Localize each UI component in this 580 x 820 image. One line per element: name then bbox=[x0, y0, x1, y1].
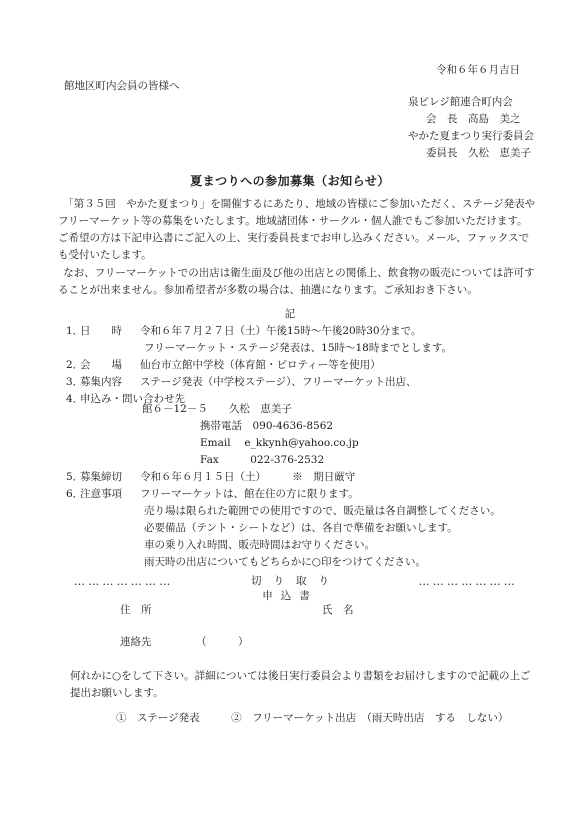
sender-committee-chair: 委員長 久松 恵美子 bbox=[426, 147, 531, 159]
sender-org: 泉ビレジ館連合町内会 bbox=[408, 96, 513, 108]
address-label: 住 所 bbox=[120, 604, 152, 616]
intro-text bbox=[58, 196, 536, 299]
item-label: 注意事項 bbox=[80, 488, 122, 500]
intro-paragraph-1: 「第３５回 やかた夏まつり」を開催するにあたり、地域の皆様にご参加いただく、ステージ発表やフリーマーケット等の募集をいたします。地域諸団体・サークル・個人誰でもご参加いただけます。ご希望の方は下記申込書にご記入の上、実行委員長までお申し込みください。メール、ファックスでも受付いたします。 bbox=[58, 198, 536, 261]
recipient: 館地区町内会員の皆様へ bbox=[64, 80, 180, 92]
item-label: 募集締切 bbox=[80, 471, 122, 483]
item-label: 会 場 bbox=[80, 359, 122, 371]
item-number: 1． bbox=[66, 325, 84, 337]
sender-block bbox=[408, 96, 534, 164]
list-item bbox=[66, 556, 546, 573]
intro-paragraph-2: なお、フリーマーケットでの出店は衛生面及び他の出店との関係上、飲食物の販売については許可することが出来ません。参加希望者が多数の場合は、抽選になります。ご承知おき下さい。 bbox=[58, 267, 535, 296]
document-title: 夏まつりへの参加募集（お知らせ） bbox=[190, 174, 390, 188]
cut-dots-left: ………………… bbox=[74, 575, 174, 588]
form-note bbox=[70, 668, 540, 702]
list-item bbox=[66, 359, 546, 376]
contact-phone: 携帯電話 090-4636-8562 bbox=[200, 420, 334, 432]
form-heading: 申込書 bbox=[262, 590, 318, 602]
ki-heading: 記 bbox=[284, 308, 296, 320]
item-label: 申込み・問い合わせ先 bbox=[80, 393, 185, 405]
list-item bbox=[66, 505, 546, 522]
cut-label: 切り取り bbox=[251, 575, 341, 588]
item-value: 仙台市立館中学校（体育館・ピロティー等を使用） bbox=[140, 359, 381, 371]
list-item bbox=[66, 522, 546, 539]
item-value: 雨天時の出店についてもどちらかに○印をつけてください。 bbox=[144, 556, 426, 568]
list-item bbox=[66, 342, 546, 359]
cut-line bbox=[74, 575, 518, 589]
contact-fax: Fax 022-376-2532 bbox=[200, 454, 325, 466]
item-value: 車の乗り入れ時間、販売時間はお守りください。 bbox=[144, 539, 375, 551]
item-value: 必要備品（テント・シートなど）は、各自で準備をお願いします。 bbox=[144, 522, 458, 534]
list-item bbox=[66, 539, 546, 556]
item-value: フリーマーケットは、館在住の方に限ります。 bbox=[140, 488, 359, 500]
details-list-2 bbox=[66, 471, 546, 573]
list-item bbox=[66, 488, 546, 505]
list-item bbox=[66, 471, 546, 488]
name-label: 氏 名 bbox=[322, 604, 354, 616]
sender-committee: やかた夏まつり実行委員会 bbox=[408, 130, 534, 142]
item-number: 3． bbox=[66, 376, 84, 388]
item-label: 日 時 bbox=[80, 325, 122, 337]
item-label: 募集内容 bbox=[80, 376, 122, 388]
item-number: 2． bbox=[66, 359, 84, 371]
sender-chair: 会 長 高島 美之 bbox=[426, 113, 521, 125]
contact-address: 館６－12－５ 久松 恵美子 bbox=[142, 403, 292, 415]
item-number: 5． bbox=[66, 471, 84, 483]
choice-options: ① ステージ発表 ② フリーマーケット出店 （雨天時出店 する しない） bbox=[116, 712, 509, 724]
item-value: ステージ発表（中学校ステージ）、フリーマーケット出店、 bbox=[140, 376, 417, 388]
item-value: 令和６年７月２７日（土）午後15時～午後20時30分まで。 bbox=[140, 325, 422, 337]
contact-paren: （ ） bbox=[196, 636, 249, 648]
contact-label: 連絡先 bbox=[120, 636, 152, 648]
issue-date: 令和６年６月吉日 bbox=[436, 64, 520, 76]
contact-block bbox=[142, 403, 359, 471]
details-list bbox=[66, 325, 546, 410]
list-item bbox=[66, 376, 546, 393]
item-value: フリーマーケット・ステージ発表は、15時～18時までとします。 bbox=[144, 342, 453, 354]
list-item bbox=[66, 325, 546, 342]
form-note-text: 何れかに○をして下さい。詳細については後日実行委員会より書類をお届けしますので記載の上ご提出お願いします。 bbox=[70, 670, 531, 699]
contact-email: Email e_kkynh@yahoo.co.jp bbox=[200, 437, 359, 449]
item-number: 4． bbox=[66, 393, 84, 405]
cut-dots-right: ………………… bbox=[418, 575, 518, 588]
item-number: 6． bbox=[66, 488, 84, 500]
item-value: 売り場は限られた範囲での使用ですので、販売量は各自調整してください。 bbox=[144, 505, 501, 517]
item-value: 令和６年６月１５日（土） ※ 期日厳守 bbox=[140, 471, 356, 483]
